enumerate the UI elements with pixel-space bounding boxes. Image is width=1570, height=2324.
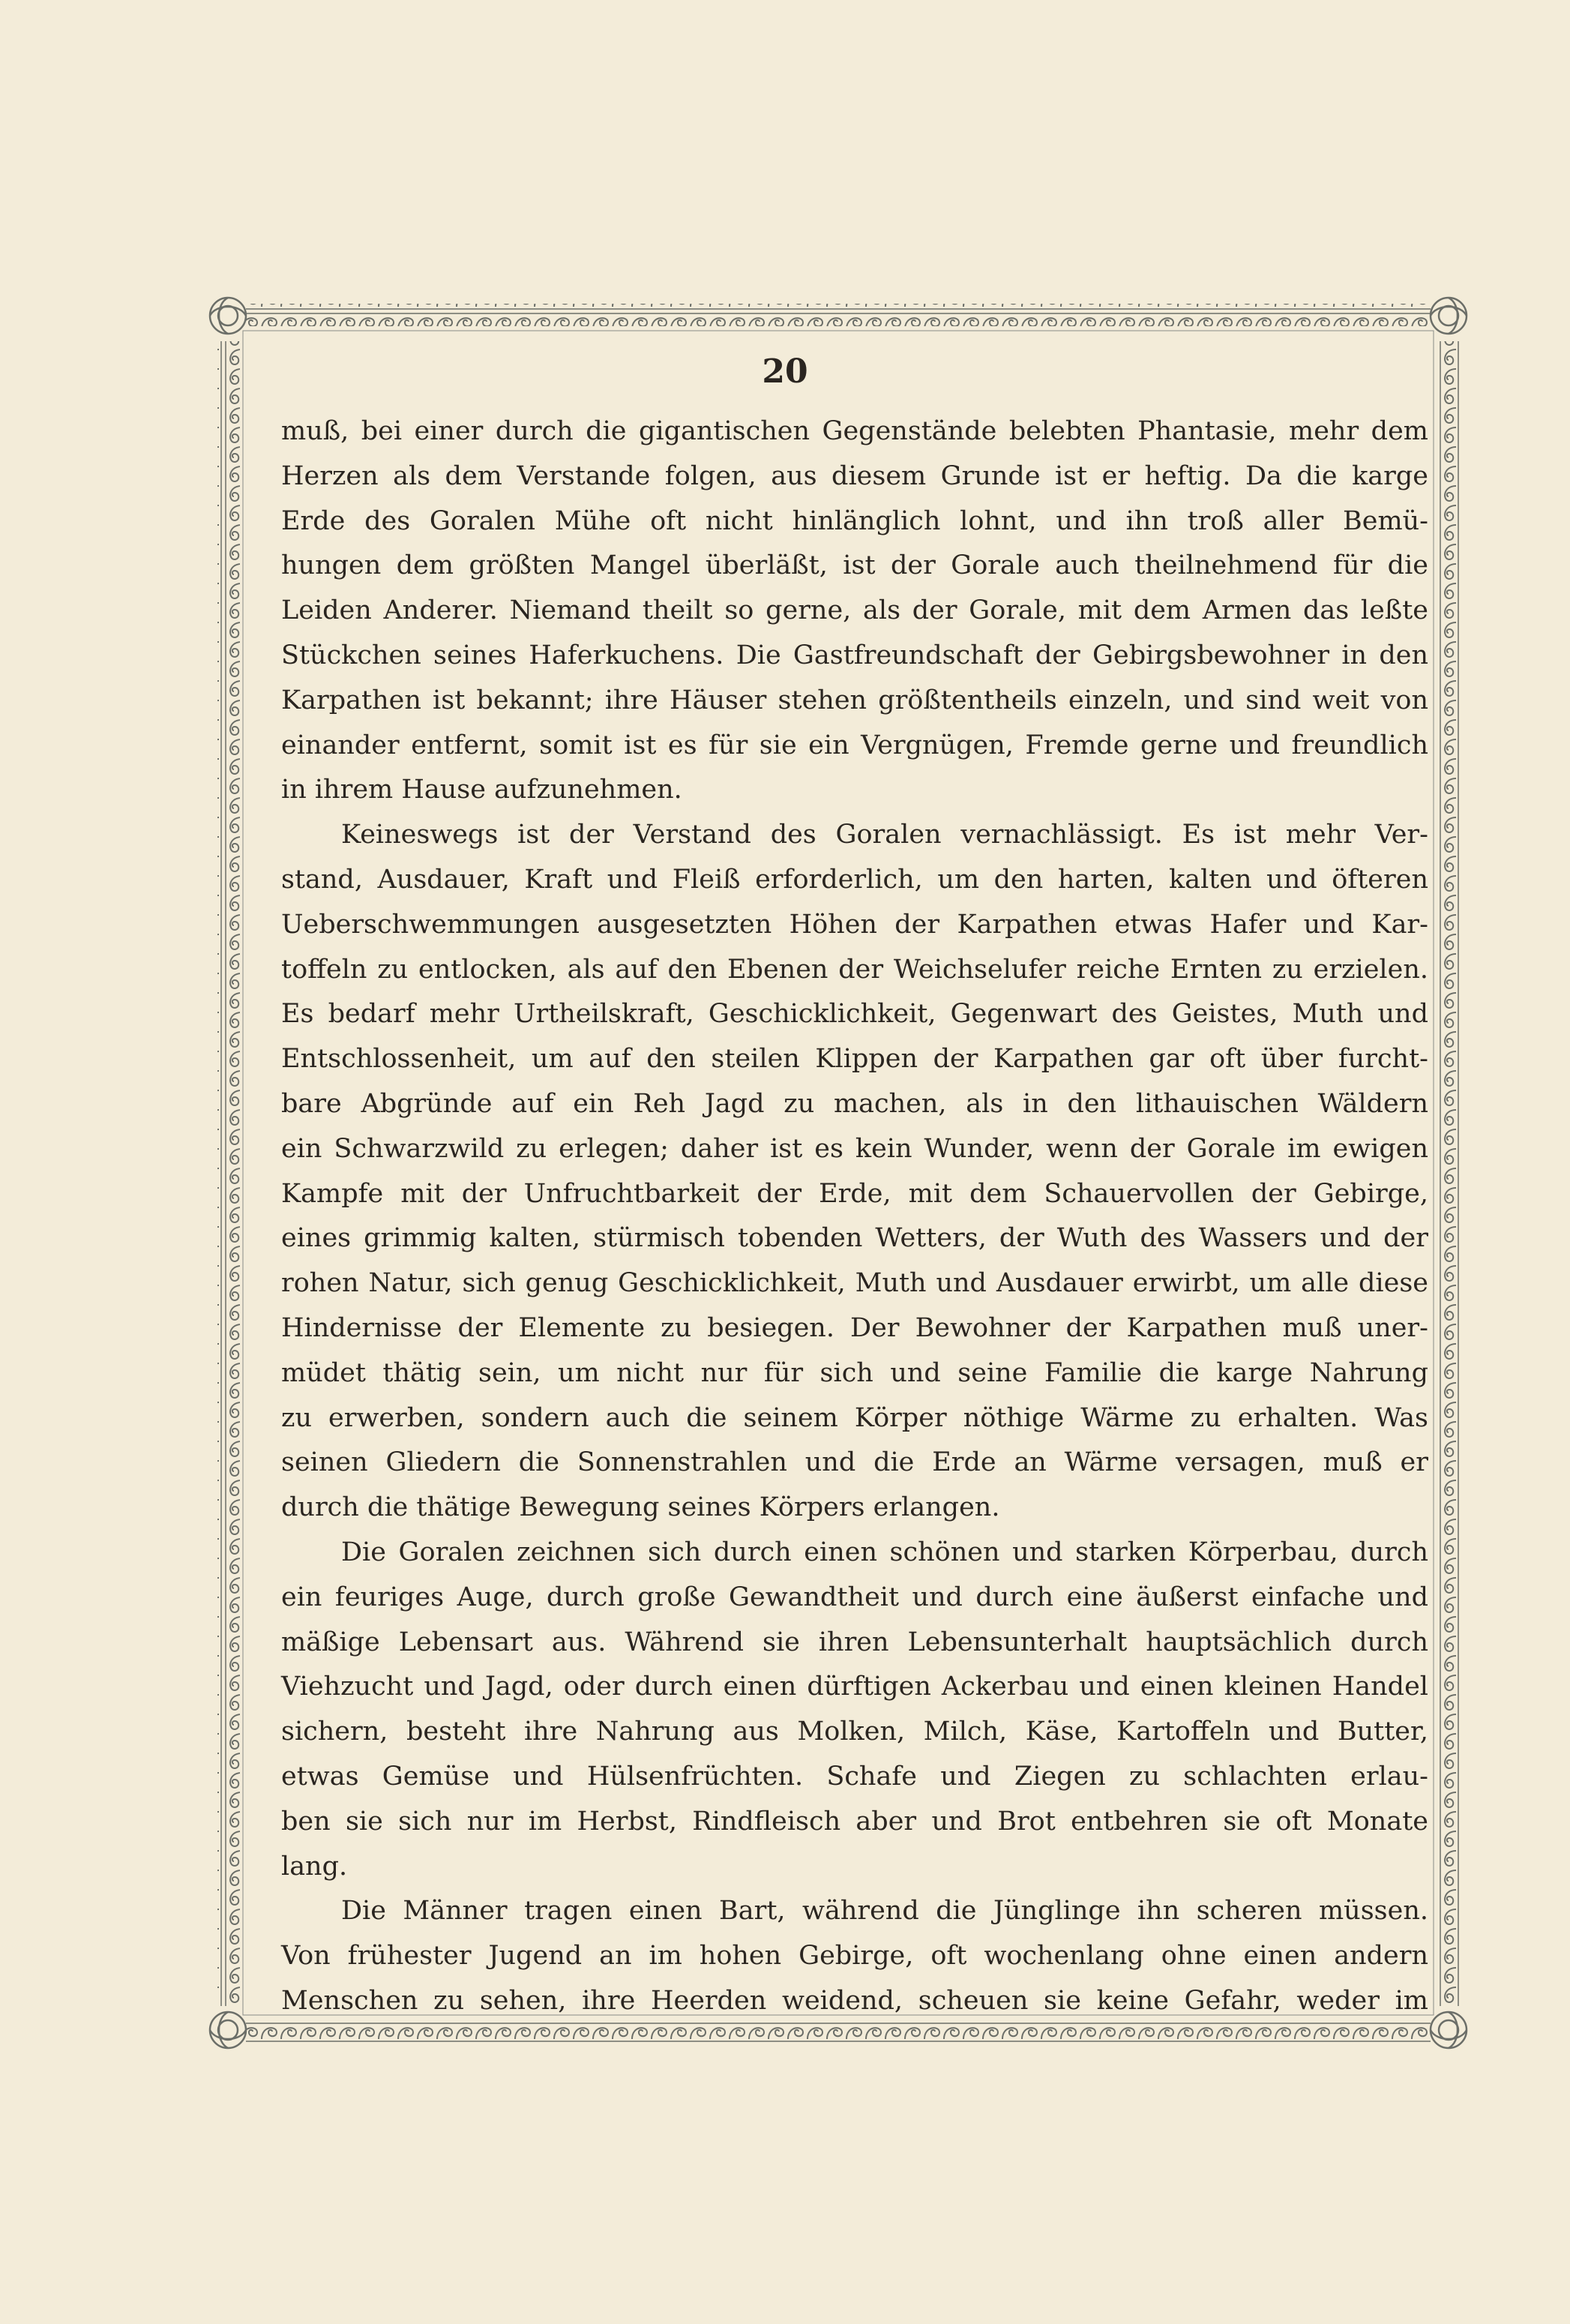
body-text — [281, 409, 1428, 2024]
text-line: müdet thätig sein, um nicht nur für sich und seine Familie die karge Nahrung — [281, 1357, 1428, 1388]
text-line: ben sie sich nur im Herbst, Rindfleisch aber und Brot entbehren sie oft Monate — [281, 1806, 1428, 1837]
text-line: toffeln zu entlocken, als auf den Ebenen der Weichselufer reiche Ernten zu erzielen. — [281, 954, 1428, 985]
text-line: Leiden Anderer. Niemand theilt so gerne, als der Gorale, mit dem Armen das leßte — [281, 595, 1428, 626]
text-line: Es bedarf mehr Urtheilskraft, Geschicklichkeit, Gegenwart des Geistes, Muth und — [281, 999, 1428, 1030]
page-number: 20 — [762, 352, 808, 391]
text-line: Keineswegs ist der Verstand des Goralen vernachlässigt. Es ist mehr Ver- — [341, 820, 1428, 850]
text-line: sichern, besteht ihre Nahrung aus Molken, Milch, Käse, Kartoffeln und Butter, — [281, 1717, 1428, 1747]
text-line: seinen Gliedern die Sonnenstrahlen und die Erde an Wärme versagen, muß er — [281, 1447, 1428, 1478]
text-line: Erde des Goralen Mühe oft nicht hinlänglich lohnt, und ihn troß aller Bemü- — [281, 505, 1428, 536]
paragraph — [281, 1889, 1428, 2023]
text-line: Kampfe mit der Unfruchtbarkeit der Erde, mit dem Schauervollen der Gebirge, — [281, 1178, 1428, 1209]
text-line: eines grimmig kalten, stürmisch tobenden Wetters, der Wuth des Wassers und der — [281, 1223, 1428, 1254]
text-line: Karpathen ist bekannt; ihre Häuser stehen größtentheils einzeln, und sind weit von — [281, 685, 1428, 715]
text-line: zu erwerben, sondern auch die seinem Körper nöthige Wärme zu erhalten. Was — [281, 1402, 1428, 1433]
text-line: hungen dem größten Mangel überläßt, ist der Gorale auch theilnehmend für die — [281, 550, 1428, 581]
text-line: etwas Gemüse und Hülsenfrüchten. Schafe und Ziegen zu schlachten erlau- — [281, 1761, 1428, 1792]
text-line: rohen Natur, sich genug Geschicklichkeit, Muth und Ausdauer erwirbt, um alle diese — [281, 1268, 1428, 1299]
text-line: Die Männer tragen einen Bart, während die Jünglinge ihn scheren müssen. — [341, 1896, 1428, 1927]
paragraph — [281, 1531, 1428, 1889]
text-line: in ihrem Hause aufzunehmen. — [281, 775, 682, 805]
text-line: Entschlossenheit, um auf den steilen Klippen der Karpathen gar oft über furcht- — [281, 1044, 1428, 1075]
text-line: stand, Ausdauer, Kraft und Fleiß erforderlich, um den harten, kalten und öfteren — [281, 864, 1428, 895]
text-line: lang. — [281, 1851, 348, 1882]
text-line: mäßige Lebensart aus. Während sie ihren Lebensunterhalt hauptsächlich durch — [281, 1627, 1428, 1657]
text-line: durch die thätige Bewegung seines Körpers erlangen. — [281, 1492, 1000, 1523]
paragraph — [281, 813, 1428, 1531]
text-line: ein Schwarzwild zu erlegen; daher ist es kein Wunder, wenn der Gorale im ewigen — [281, 1133, 1428, 1164]
text-line: Stückchen seines Haferkuchens. Die Gastfreundschaft der Gebirgsbewohner in den — [281, 640, 1428, 670]
text-line: Die Goralen zeichnen sich durch einen schönen und starken Körperbau, durch — [341, 1537, 1428, 1567]
paragraph — [281, 409, 1428, 813]
text-line: Von frühester Jugend an im hohen Gebirge, oft wochenlang ohne einen andern — [281, 1941, 1428, 1972]
text-line: Ueberschwemmungen ausgesetzten Höhen der Karpathen etwas Hafer und Kar- — [281, 909, 1428, 940]
text-line: muß, bei einer durch die gigantischen Gegenstände belebten Phantasie, mehr dem — [281, 416, 1428, 446]
text-line: Menschen zu sehen, ihre Heerden weidend, scheuen sie keine Gefahr, weder im — [281, 1985, 1428, 2016]
text-line: Herzen als dem Verstande folgen, aus diesem Grunde ist er heftig. Da die karge — [281, 460, 1428, 491]
text-line: ein feuriges Auge, durch große Gewandtheit und durch eine äußerst einfache und — [281, 1582, 1428, 1612]
text-line: einander entfernt, somit ist es für sie ein Vergnügen, Fremde gerne und freundlich — [281, 730, 1428, 760]
text-line: Hindernisse der Elemente zu besiegen. Der Bewohner der Karpathen muß uner- — [281, 1312, 1428, 1343]
text-line: bare Abgründe auf ein Reh Jagd zu machen, als in den lithauischen Wäldern — [281, 1088, 1428, 1119]
text-line: Viehzucht und Jagd, oder durch einen dürftigen Ackerbau und einen kleinen Handel — [281, 1672, 1428, 1702]
